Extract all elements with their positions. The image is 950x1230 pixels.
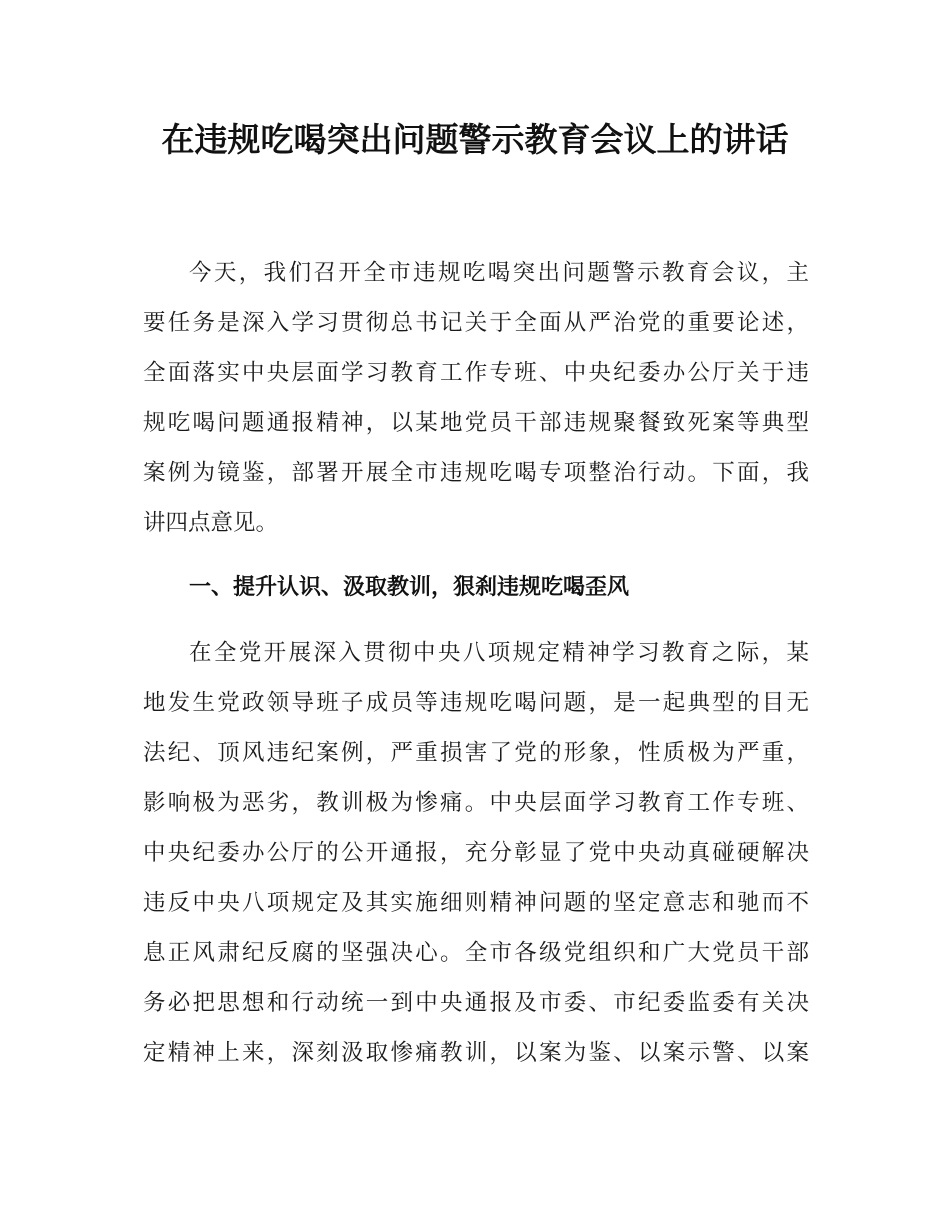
section-heading: 一、提升认识、汲取教训，狠刹违规吃喝歪风 <box>189 575 630 600</box>
paragraph-line: 违反中央八项规定及其实施细则精神问题的坚定意志和驰而不 <box>143 890 809 916</box>
paragraph-line: 在全党开展深入贯彻中央八项规定精神学习教育之际，某 <box>189 640 809 666</box>
paragraph-line: 中央纪委办公厅的公开通报，充分彰显了党中央动真碰硬解决 <box>143 840 809 866</box>
paragraph-line: 法纪、顶风违纪案例，严重损害了党的形象，性质极为严重， <box>143 740 809 766</box>
paragraph-line: 务必把思想和行动统一到中央通报及市委、市纪委监委有关决 <box>143 990 809 1016</box>
paragraph-line: 全面落实中央层面学习教育工作专班、中央纪委办公厅关于违 <box>143 360 809 386</box>
paragraph-line: 规吃喝问题通报精神，以某地党员干部违规聚餐致死案等典型 <box>143 410 809 436</box>
document-title: 在违规吃喝突出问题警示教育会议上的讲话 <box>161 120 789 159</box>
paragraph-line: 定精神上来，深刻汲取惨痛教训，以案为鉴、以案示警、以案 <box>143 1040 809 1066</box>
paragraph-line: 息正风肃纪反腐的坚强决心。全市各级党组织和广大党员干部 <box>143 940 809 966</box>
paragraph-line: 案例为镜鉴，部署开展全市违规吃喝专项整治行动。下面，我 <box>143 460 809 486</box>
paragraph-line: 今天，我们召开全市违规吃喝突出问题警示教育会议，主 <box>189 260 809 286</box>
paragraph-line: 地发生党政领导班子成员等违规吃喝问题，是一起典型的目无 <box>143 690 809 716</box>
paragraph-line: 讲四点意见。 <box>143 510 279 536</box>
paragraph-line: 影响极为恶劣，教训极为惨痛。中央层面学习教育工作专班、 <box>143 790 809 816</box>
paragraph-line: 要任务是深入学习贯彻总书记关于全面从严治党的重要论述， <box>143 310 809 336</box>
